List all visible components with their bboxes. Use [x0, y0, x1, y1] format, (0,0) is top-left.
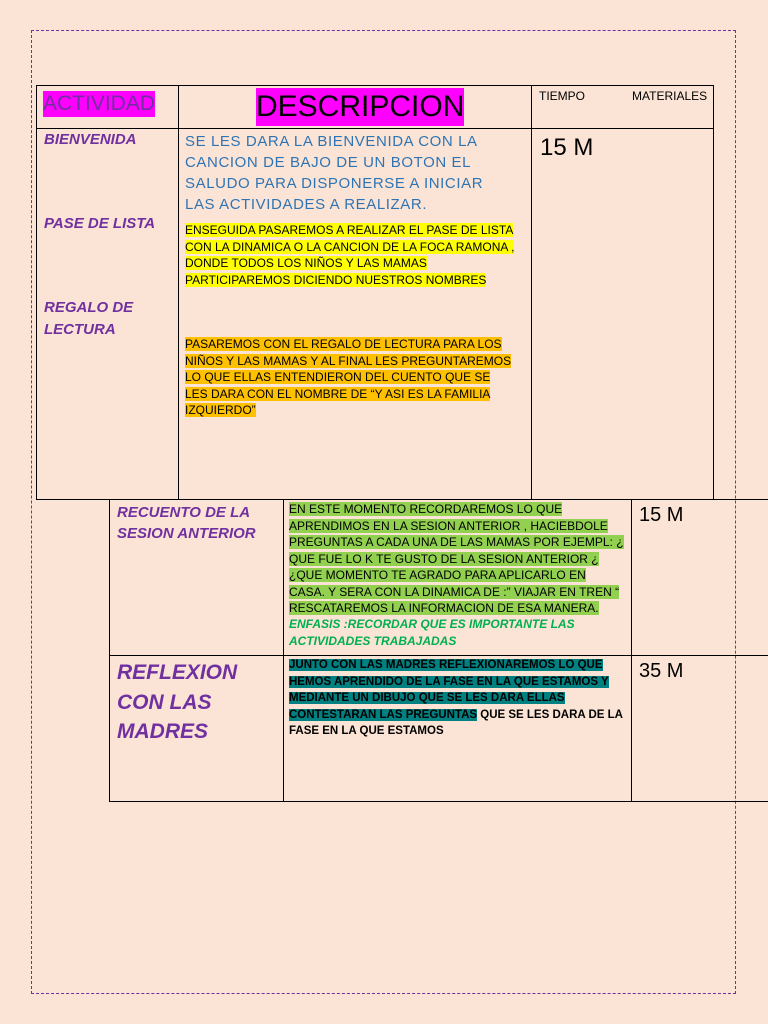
- time-recuento-cell: [631, 499, 768, 656]
- time-reflexion: 35 M: [639, 660, 684, 682]
- activity-recuento: RECUENTO DE LA SESION ANTERIOR: [117, 504, 256, 542]
- activity-column-cell: [36, 128, 179, 500]
- time-recuento: 15 M: [639, 504, 684, 526]
- header-materiales: MATERIALES: [632, 89, 708, 103]
- header-tiempo: TIEMPO: [539, 89, 586, 103]
- desc-recuento-cell: [283, 499, 632, 656]
- activity-bienvenida: BIENVENIDA: [44, 131, 137, 148]
- desc-recuento: [289, 501, 625, 617]
- time-reflexion-cell: [631, 655, 768, 802]
- activity-regalo-lectura: REGALO DE LECTURA: [44, 299, 134, 338]
- activity-recuento-cell: [109, 499, 284, 656]
- header-descripcion: DESCRIPCION: [256, 88, 464, 126]
- desc-pase-de-lista: [185, 222, 525, 288]
- desc-reflexion-rest: QUE SE LES DARA DE LA FASE EN LA QUE ESTAMOS: [289, 708, 623, 737]
- desc-regalo-lectura-text: PASAREMOS CON EL REGALO DE LECTURA PARA LOS NIÑOS Y LAS MAMAS Y AL FINAL LES PREGUNTAREMOS LO QUE ELLAS ENTENDIERON DEL CUENTO QUE SE LES DARA CON EL NOMBRE DE “Y ASI ES LA FAMILIA IZQUIERDO”: [185, 337, 512, 417]
- activity-pase-de-lista: PASE DE LISTA: [44, 215, 156, 232]
- header-descripcion-cell: [178, 85, 532, 129]
- activity-reflexion-cell: [109, 655, 284, 802]
- header-tiempo-cell: [531, 85, 714, 129]
- description-column-cell: [178, 128, 532, 500]
- desc-pase-de-lista-text: ENSEGUIDA PASAREMOS A REALIZAR EL PASE DE LISTA CON LA DINAMICA O LA CANCION DE LA FOCA RAMONA , DONDE TODOS LOS NIÑOS Y LAS MAMAS PARTICIPAREMOS DICIENDO NUESTROS NOMBRES: [185, 223, 515, 287]
- time-column-cell: [531, 128, 714, 500]
- desc-reflexion-cell: [283, 655, 632, 802]
- header-actividad: ACTIVIDAD: [43, 92, 156, 115]
- desc-reflexion-highlight: JUNTO CON LAS MADRES REFLEXIONAREMOS LO QUE HEMOS APRENDIDO DE LA FASE EN LA QUE ESTAMOS Y MEDIANTE UN DIBUJO QUE SE LES DARA ELLAS CONTESTARAN LAS PREGUNTAS: [289, 659, 609, 721]
- header-actividad-cell: [36, 85, 179, 129]
- desc-bienvenida: SE LES DARA LA BIENVENIDA CON LA CANCION DE BAJO DE UN BOTON EL SALUDO PARA DISPONERSE A INICIAR LAS ACTIVIDADES A REALIZAR.: [185, 133, 484, 213]
- desc-recuento-enfasis: ENFASIS :RECORDAR QUE ES IMPORTANTE LAS ACTIVIDADES TRABAJADAS: [289, 617, 575, 648]
- desc-recuento-text: EN ESTE MOMENTO RECORDAREMOS LO QUE APRENDIMOS EN LA SESION ANTERIOR , HACIEBDOLE PREGUNTAS A CADA UNA DE LAS MAMAS POR EJEMPL: ¿ QUE FUE LO K TE GUSTO DE LA SESION ANTERIOR ¿ ¿QUE MOMENTO TE AGRADO PARA APLICARLO EN CASA. Y SERA CON LA DINAMICA DE :” VIAJAR EN TREN “ RESCATAREMOS LA INFORMACION DE ESA MANERA.: [289, 502, 624, 615]
- time-bienvenida: 15 M: [540, 134, 594, 161]
- activity-reflexion: REFLEXION CON LAS MADRES: [117, 661, 238, 743]
- desc-regalo-lectura: [185, 336, 515, 419]
- desc-reflexion: [289, 657, 625, 740]
